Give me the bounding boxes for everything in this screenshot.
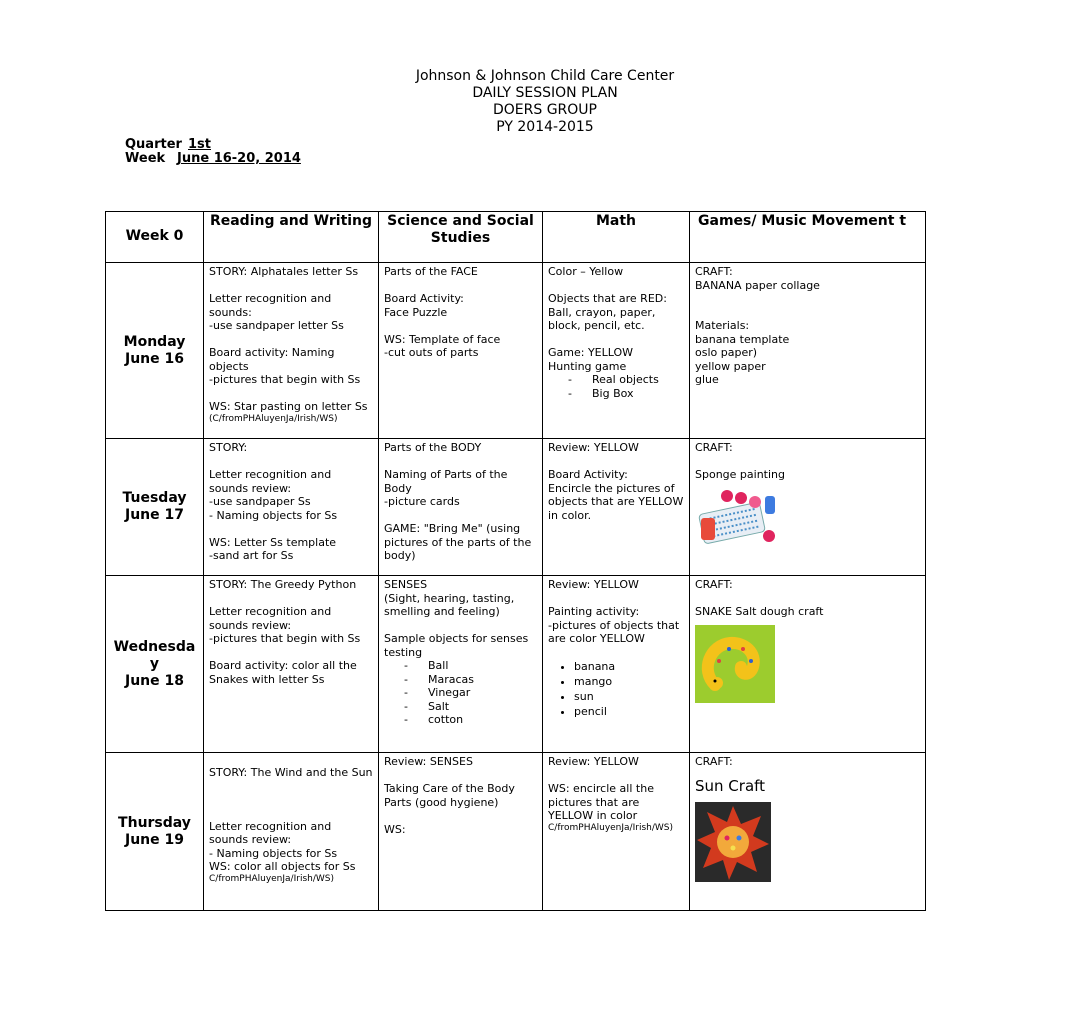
math-cell: Color – Yellow Objects that are RED: Ball, crayon, paper, block, pencil, etc. Game: YELLOW Hunting game - Real objects - Big Box <box>543 263 690 439</box>
science-cell: Review: SENSES Taking Care of the Body Parts (good hygiene) WS: <box>379 753 543 911</box>
science-cell: Parts of the FACE Board Activity: Face Puzzle WS: Template of face -cut outs of parts <box>379 263 543 439</box>
source-note: C/fromPHAluyenJa/Irish/WS) <box>209 873 334 884</box>
list-item: - Maracas <box>404 673 537 687</box>
list-item: • mango <box>574 674 684 689</box>
sun-craft-label: Sun Craft <box>695 776 766 795</box>
day-cell: Wednesda y June 18 <box>106 576 204 753</box>
snake-craft-image <box>695 625 775 703</box>
table-row <box>106 263 926 439</box>
program-year: PY 2014-2015 <box>496 119 594 135</box>
list-item: • pencil <box>574 704 684 719</box>
reading-cell: STORY: The Wind and the Sun Letter recognition and sounds review: - Naming objects for Ss WS: color all objects for Ss C/fromPHAluyenJa/Irish/WS) <box>204 753 379 911</box>
group-name: DOERS GROUP <box>493 102 597 118</box>
list-item: - Big Box <box>568 387 684 401</box>
week-value: June 16-20, 2014 <box>177 151 301 166</box>
list-item: - cotton <box>404 713 537 727</box>
table-row <box>106 753 926 911</box>
reading-header: Reading and Writing <box>204 212 379 263</box>
day-cell: Thursday June 19 <box>106 753 204 911</box>
table-header-row <box>106 212 926 263</box>
games-cell: CRAFT: SNAKE Salt dough craft <box>690 576 926 753</box>
math-header: Math <box>543 212 690 263</box>
reading-cell: STORY: Alphatales letter Ss Letter recognition and sounds: -use sandpaper letter Ss Board activity: Naming objects -pictures that begin with Ss WS: Star pasting on letter Ss (C/fromPHAluyenJa/Irish/WS) <box>204 263 379 439</box>
science-cell: SENSES (Sight, hearing, tasting, smelling and feeling) Sample objects for senses testing - Ball - Maracas - Vinegar - Salt - cotton <box>379 576 543 753</box>
games-cell: CRAFT: Sun Craft <box>690 753 926 911</box>
sun-craft-image <box>695 802 771 882</box>
games-header: Games/ Music Movement t <box>690 212 926 263</box>
quarter-label: Quarter <box>125 137 182 152</box>
bullet-list <box>548 659 684 719</box>
week-line <box>125 151 301 166</box>
week-header: Week 0 <box>106 212 204 263</box>
day-cell: Tuesday June 17 <box>106 439 204 576</box>
math-cell: Review: YELLOW Painting activity: -pictures of objects that are color YELLOW • banana • mango • sun • pencil <box>543 576 690 753</box>
math-cell: Review: YELLOW WS: encircle all the pictures that are YELLOW in color C/fromPHAluyenJa/Irish/WS) <box>543 753 690 911</box>
table-row <box>106 576 926 753</box>
day-cell: Monday June 16 <box>106 263 204 439</box>
list-item: • banana <box>574 659 684 674</box>
games-cell: CRAFT: BANANA paper collage Materials: banana template oslo paper) yellow paper glue <box>690 263 926 439</box>
math-cell: Review: YELLOW Board Activity: Encircle the pictures of objects that are YELLOW in color. <box>543 439 690 576</box>
games-cell: CRAFT: Sponge painting <box>690 439 926 576</box>
source-note: C/fromPHAluyenJa/Irish/WS) <box>548 822 673 833</box>
quarter-line <box>125 137 211 152</box>
source-note: (C/fromPHAluyenJa/Irish/WS) <box>209 413 338 424</box>
table-row <box>106 439 926 576</box>
session-plan-table <box>105 211 926 911</box>
plan-title: DAILY SESSION PLAN <box>472 85 618 101</box>
dash-list <box>548 373 684 400</box>
list-item: - Vinegar <box>404 686 537 700</box>
document-header <box>0 68 1090 136</box>
list-item: - Salt <box>404 700 537 714</box>
sponge-painting-image <box>695 488 775 550</box>
reading-cell: STORY: Letter recognition and sounds review: -use sandpaper Ss - Naming objects for Ss WS: Letter Ss template -sand art for Ss <box>204 439 379 576</box>
science-header: Science and Social Studies <box>379 212 543 263</box>
quarter-value: 1st <box>188 137 211 152</box>
list-item: • sun <box>574 689 684 704</box>
week-label: Week <box>125 151 166 166</box>
list-item: - Ball <box>404 659 537 673</box>
center-name: Johnson & Johnson Child Care Center <box>415 68 675 84</box>
list-item: - Real objects <box>568 373 684 387</box>
dash-list <box>384 659 537 727</box>
reading-cell: STORY: The Greedy Python Letter recognition and sounds review: -pictures that begin with Ss Board activity: color all the Snakes with letter Ss <box>204 576 379 753</box>
science-cell: Parts of the BODY Naming of Parts of the Body -picture cards GAME: "Bring Me" (using pictures of the parts of the body) <box>379 439 543 576</box>
